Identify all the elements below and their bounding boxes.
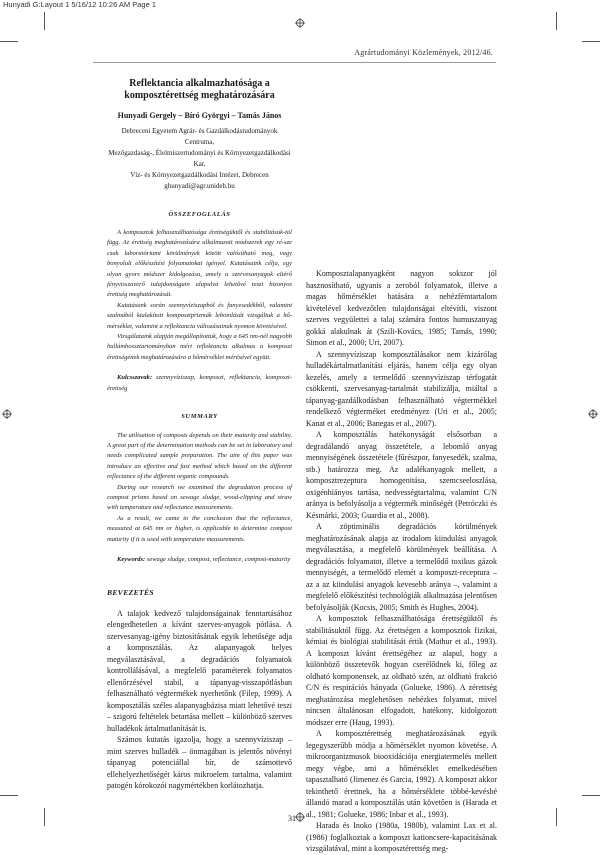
registration-mark-bottom-icon [295, 812, 305, 822]
author-email: ghunyadi@agr.unideb.hu [164, 181, 235, 190]
registration-mark-left-icon [2, 409, 12, 419]
intro-heading: BEVEZETÉS [107, 588, 154, 598]
left-column [107, 78, 292, 792]
journal-header: Agrártudományi Közlemények, 2012/46. [354, 48, 493, 57]
keywords-en [107, 555, 292, 565]
body-paragraph: A komposztálás hatékonyságát elsősorban a degradálandó anyag összetétele, a lebomló anyag mennyiségének összetétele (fűrészpor, fanyesedék, szalma, stb.) határozza meg. Az adalékanyagok mellett, a komposztrezeptura homogenitása, szemcseeloszlása, oxigénhiányos tartása, nedvességtartalma, valamint C/N aránya is befolyásolja a végtermék minőségét (Petróczki és Késmárki, 2003; Guardia et al., 2008). [306, 430, 497, 520]
authors: Hunyadi Gergely – Bíró Györgyi – Tamás János [117, 111, 282, 120]
title-line-1: Reflektancia alkalmazhatósága a [129, 78, 270, 89]
keywords-hu-text: szennyvíziszap, komposzt, reflektancia, komposzt-érettség [107, 374, 292, 392]
registration-mark-right-icon [588, 409, 598, 419]
body-paragraph: Harada és Inoko (1980a, 1980b), valamint Lax et al. (1986) foglalkoztak a komposzt kationcsere-kapacitásának vizsgálatával, mint a komposztérettség meg- [306, 821, 497, 853]
crop-mark-top-left-v [44, 12, 45, 30]
abstract-heading: ÖSSZEFOGLALÁS [168, 210, 231, 218]
right-column [306, 268, 497, 855]
crop-mark-bottom-left-h [0, 795, 18, 796]
page-number: 31 [288, 814, 296, 823]
affiliation-line: Mezőgazdaság-, Élelmiszertudományi és Környezetgazdálkodási Kar, [108, 148, 291, 168]
crop-mark-bottom-right-v [556, 808, 557, 826]
title-line-2: komposztérettség meghatározására [124, 89, 275, 101]
crop-mark-bottom-right-h [582, 795, 600, 796]
article-title [107, 78, 292, 101]
crop-mark-top-right-v [556, 12, 557, 30]
keywords-en-label: Keywords: [117, 556, 146, 564]
body-paragraph: A komposztok felhasználhatósága érettségüktől és stabilitásuktól függ. Az érettségen a komposztok fizikai, kémiai és biológiai stabilitását értik (Mathur et al., 1993). A komposzt kívánt érettségéhez az alapul, hogy a különböző összetevők hogyan cserélődnek ki, főleg az oldható komponensek, az oldható szén, az oldható frakció C/N és respirációs hányada (Golueke, 1986). A zérettség meghatározása meglehetősen nehézkes folyamat, mivel nincsen általánosan elfogadott, hatékony, kidolgozott módszer erre (Haug, 1993). [306, 614, 497, 727]
body-paragraph: A zöptiminális degradációs körülmények meghatározásának alapja az irodalom kiindulási anyagok megválasztása, a megfelelő körülmények beállítása. A degradációs folyamatot, illetve a termelődő toxikus gázok mennyiségét, a termelődő elemét a komposzt-receptura – az a az kiindulási anyagok kevesebb aránya –, valamint a megfelelő előkészítési technológiák alkalmazása jelentősen befolyásolják (Kocsis, 2005; Smith és Hughes, 2004). [306, 522, 497, 612]
affiliation-line: Víz- és Környezetgazdálkodási Intézet, Debrecen [130, 170, 269, 179]
registration-mark-top-icon [295, 18, 305, 28]
body-paragraph: A komposztérettség meghatározásának egyik legegyszerűbb módja a hőmérséklet nyomon követése. A mikroorganizmusok biooxidációja energiatermelés mellett megy végbe, ami a hőmérséklet emelkedésében tapasztalható (Jimenez és Garcia, 1992). A komposzt akkor tekinthető érettnek, ha a hőmérséklete többé-kevésbé állandó marad a komposztálás után követően is (Harada et al., 1981; Golueke, 1986; Inbar et al., 1993). [306, 729, 497, 819]
keywords-en-text: sewage sludge, compost, reflectance, compost-maturity [146, 556, 291, 564]
header-rule [93, 62, 496, 63]
crop-mark-bottom-left-v [44, 808, 45, 826]
print-slug: Hunyadi G:Layout 1 5/16/12 10:26 AM Page 1 [3, 0, 157, 9]
intro-paragraph: Számos kutatás igazolja, hogy a szennyvíziszap – mint szerves hulladék – önmagában is jelentős növényi tápanyag potenciállal bír, de számottevő ellehelyezhetőségét káros mikroelem tartalma, valamint patogén kórokozói nagymértékben korlátozhatja. [107, 735, 292, 791]
intro-paragraph: A talajok kedvező tulajdonságainak fenntartásához elengedhetetlen a kívánt szerves-anyagok pótlása. A szervesanyag-igény biztosításának egyik lehetősége adja a komposztálás. Az alapanyagok helyes megválasztásával, a degradációs folyamatok kontrollálásával, a megfelelő paraméterek folyamatos ellenőrzésével stabil, a tápanyag-visszapótlásban felhasználható végtermékek nyerhetőnk (Filep, 1999). A komposztálás széles alapanyagbázisa miatt lehetővé teszi – szigorú feltételek betartása mellett – különböző szerves hulladékok ártalmatlanítását is. [107, 608, 292, 733]
abstract-paragraph: A komposztok felhasználhatósága érettségüktől és stabilitásuk-tól függ. Az érettség meghatározására alkalmazott módszerek egy ré-sze csak laboratóriumi körülmények között valósítható meg, vagy bonyolult előkészítési folyamatokat igényel. Kutatásaink célja, egy olyan gyors módszer kidolgozása, amely a szervesanyagok eltérő fényvisszaverő tulajdonságain alapulva lehetővé teszi bizonyos érettség meghatározását. [107, 229, 292, 299]
crop-mark-top-right-h [582, 41, 600, 42]
abstract-paragraph: Kutatásunk során szennyvíziszapból és fanyesedékből, valamint szalmából kialakított komposztprizmák lebomlását vizsgáltuk a hő-mérséklet, valamint a reflektancia változásainak nyomon követésével. [107, 301, 292, 330]
summary-heading: SUMMARY [181, 413, 218, 421]
body-paragraph: Komposztalapanyagként nagyon sokszor jól hasznosítható, ugyanis a zeroból folyamatok, illetve a magas hőmérséklet hatására a nehézfémtartalom kivételével kedvezőtlen tulajdonságai eltévítli, viszont szerves vegyülettei a talaj számára fontos humuszanyag gokká alakulnak át (Szili-Kovács, 1985; Tamás, 1990; Simon et al., 2000; Uri, 2007). [306, 269, 497, 347]
summary-paragraph: During our research we examined the degradation process of compost prisms based on sewage sludge, wood-clipping and straw with temperature and reflectance measurements. [107, 483, 292, 512]
affiliation-line: Debreceni Egyetem Agrár- és Gazdálkodástudományok Centruma, [121, 126, 278, 146]
abstract-paragraph: Vizsgálataink alapján megállapítottuk, hogy a 645 nm-nél nagyobb hullámhossztartományban mért reflektancia alkalmas a komposzt érettségének meghatározására a hőmérséklet mérésével együtt. [107, 333, 292, 361]
summary-paragraph: The utilisation of composts depends on their maturity and stability. A great part of the determination methods can be set in laboratory and needs complicated sample preparation. The aim of this paper was introduce an effective and fast method which based on the different reflectance of the different organic compounds. [107, 431, 292, 481]
summary-paragraph: As a result, we came to the conclusion that the reflectance, measured at 645 nm or higher, is applicable to determine compost maturity if it is used with temperature measurements. [107, 514, 292, 543]
body-paragraph: A szennyvíziszap komposztálásakor nem kizárólag hulladékártalmatlanítási eljárás, hanem célja egy olyan kezelés, amely a termelődő szennyvíziszap térfogatát csökkenti, szervesanyag-tartalmát stabilizálja, miáltal a tápanyag-gazdálkodásban felhasználható végtermékkel rendelkező végterméket eredményez (Uri et al., 2005; Kanat et al., 2006; Banegas et al., 2007). [306, 349, 497, 428]
crop-mark-top-left-h [0, 41, 18, 42]
keywords-hu-label: Kulcsszavak: [117, 374, 153, 382]
intro-left-body [107, 608, 292, 792]
keywords-hu [107, 373, 292, 394]
